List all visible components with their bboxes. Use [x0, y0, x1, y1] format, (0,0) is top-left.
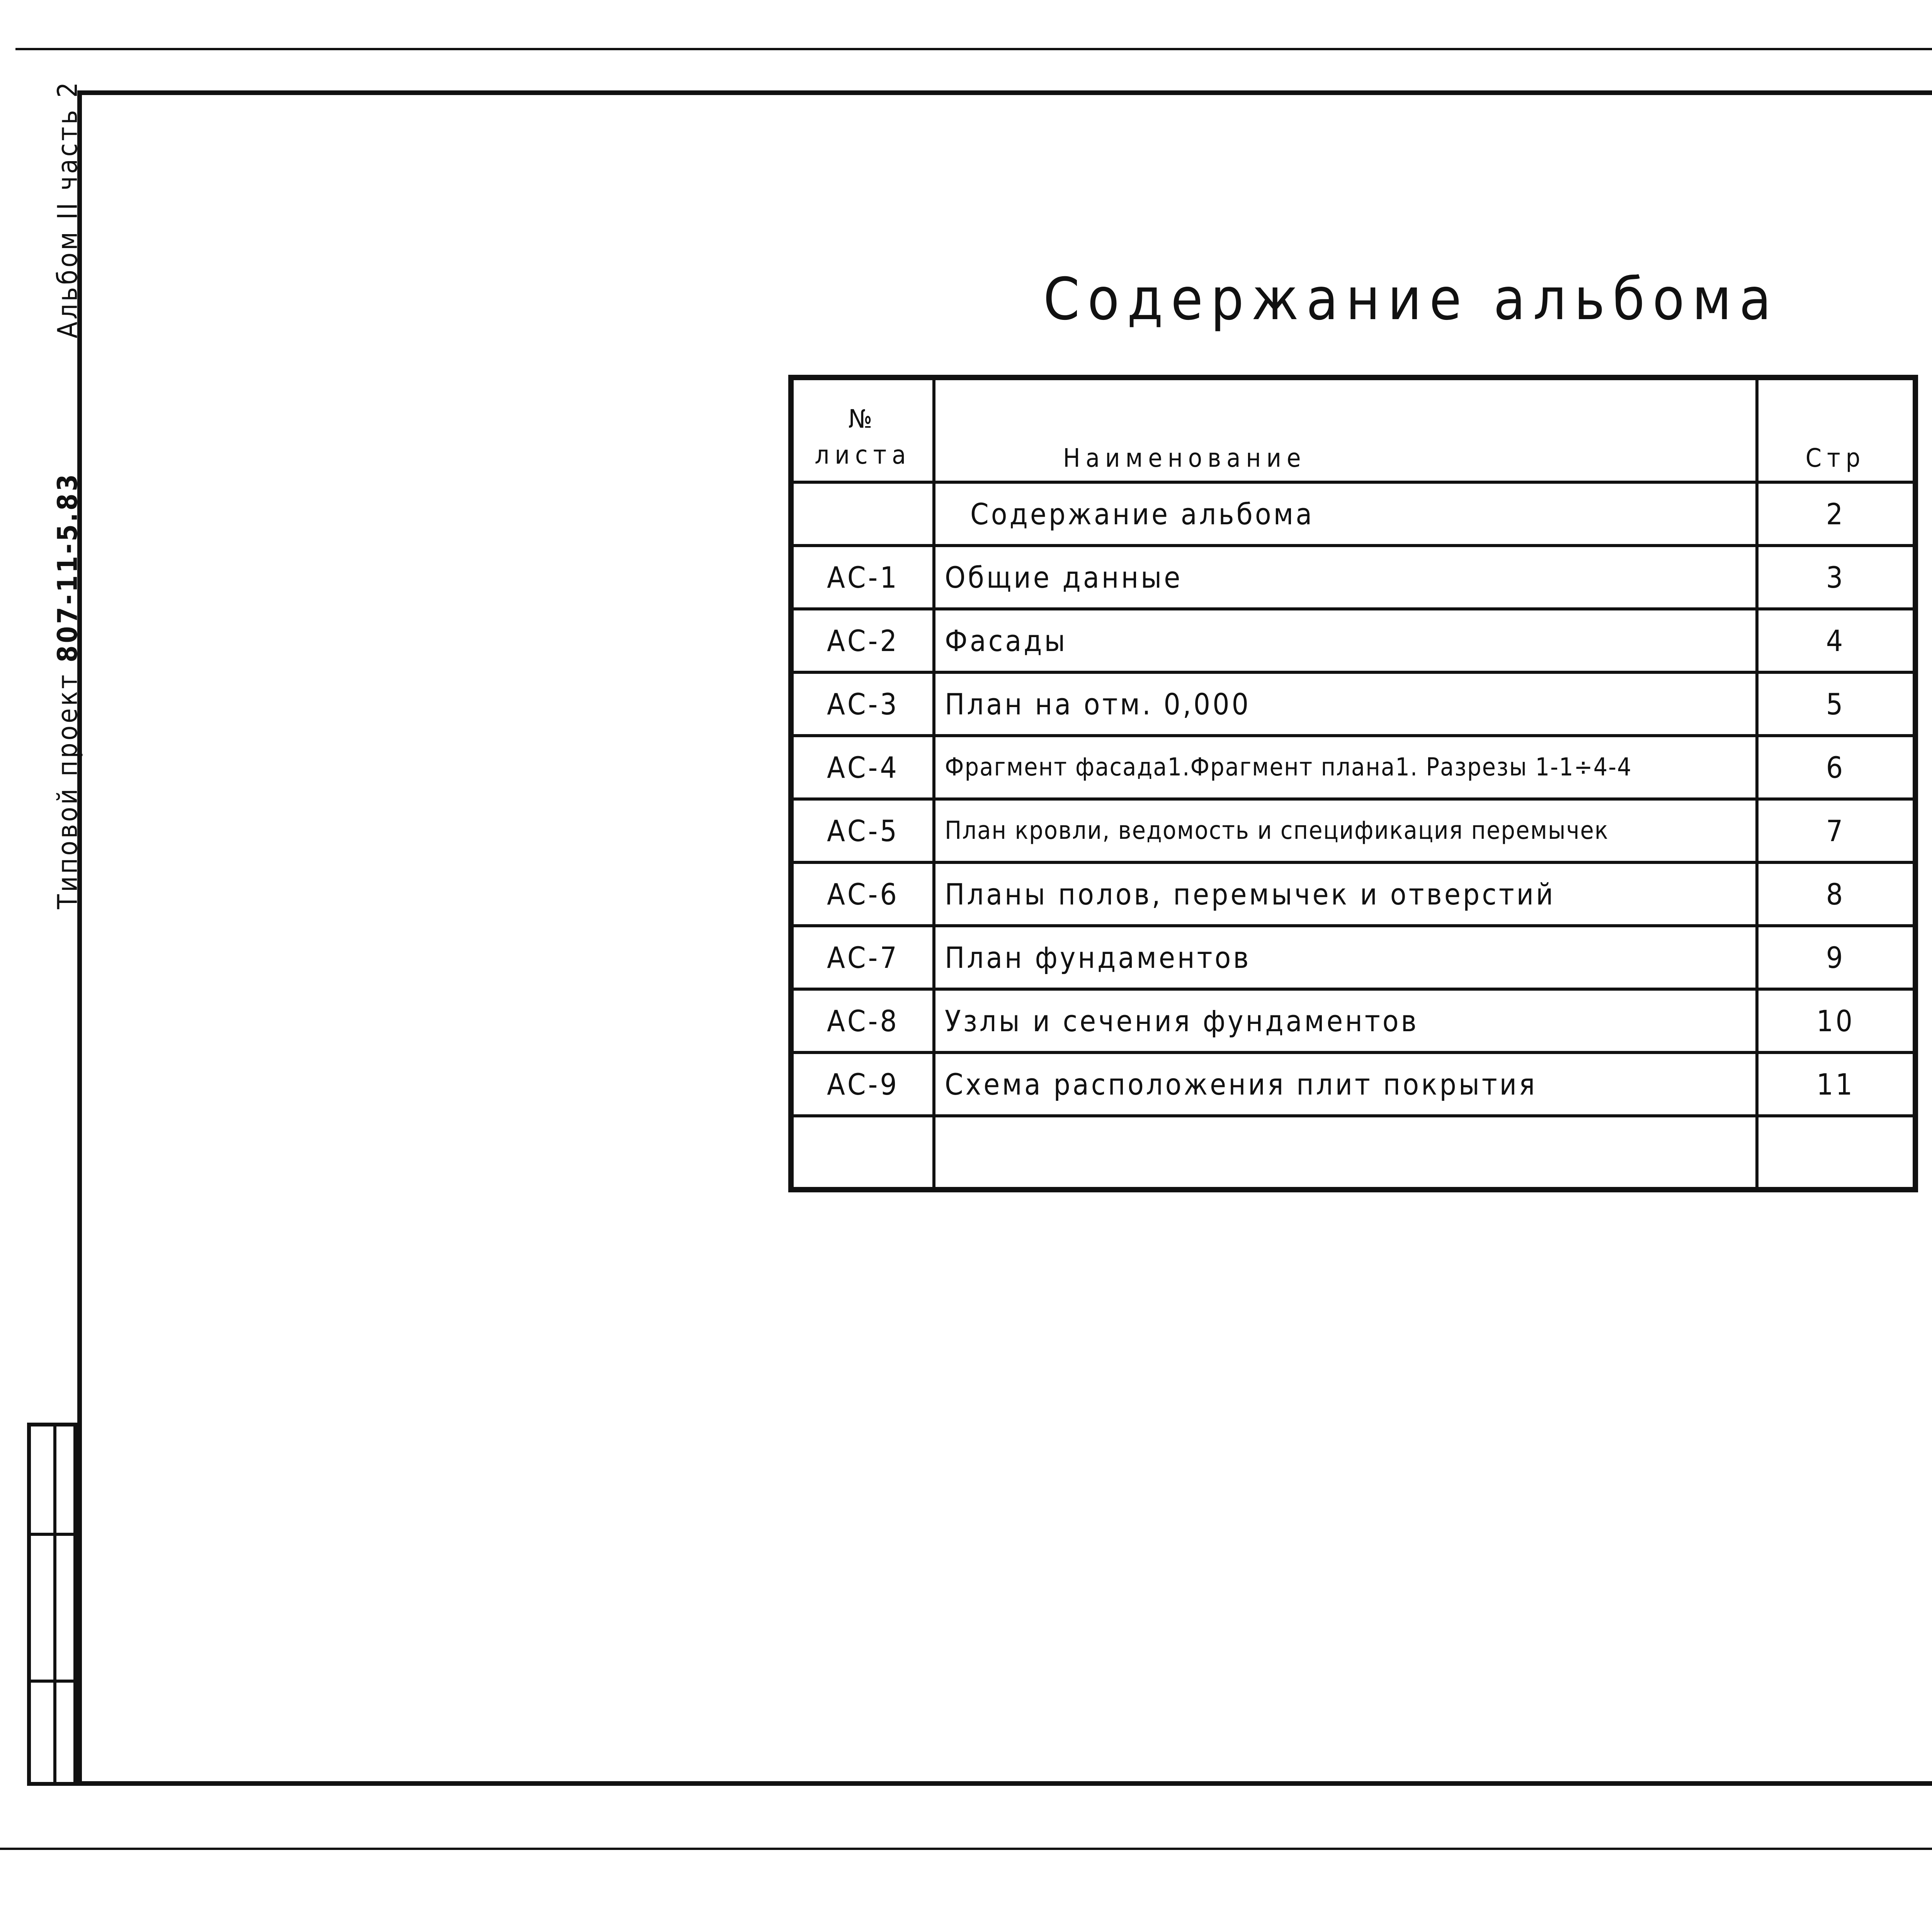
- table-row: [791, 1052, 1915, 1116]
- stamp-divider-1: [31, 1533, 73, 1536]
- table-header-row: [791, 377, 1915, 482]
- row-name: Узлы и сечения фундаментов: [934, 989, 1757, 1052]
- row-name: План кровли, ведомость и спецификация перемычек: [934, 799, 1757, 862]
- row-name: Общие данные: [934, 546, 1757, 609]
- row-sheet: [791, 1116, 934, 1190]
- row-page: 10: [1757, 989, 1915, 1052]
- row-sheet: АС-1: [791, 546, 934, 609]
- row-page: 8: [1757, 862, 1915, 926]
- row-sheet: АС-7: [791, 926, 934, 989]
- bottom-crop-line: [0, 1848, 1932, 1850]
- row-page: 2: [1757, 482, 1915, 546]
- table-row: [791, 989, 1915, 1052]
- project-code: 807-11-5.83: [52, 472, 83, 663]
- row-page: 9: [1757, 926, 1915, 989]
- row-sheet: АС-2: [791, 609, 934, 672]
- top-crop-line: [15, 48, 1932, 50]
- table-row: [791, 1116, 1915, 1190]
- table-row: [791, 799, 1915, 862]
- row-name: Планы полов, перемычек и отверстий: [934, 862, 1757, 926]
- table-row: [791, 862, 1915, 926]
- page-title: Содержание альбома: [1043, 266, 1779, 333]
- table-row: [791, 482, 1915, 546]
- row-page: 5: [1757, 672, 1915, 736]
- row-sheet: АС-4: [791, 736, 934, 799]
- table-row: [791, 926, 1915, 989]
- row-page: 4: [1757, 609, 1915, 672]
- row-sheet: АС-9: [791, 1052, 934, 1116]
- table-row: [791, 672, 1915, 736]
- header-sheet-number-line2: листа: [815, 440, 912, 470]
- row-sheet: [791, 482, 934, 546]
- row-name: План фундаментов: [934, 926, 1757, 989]
- row-page: 6: [1757, 736, 1915, 799]
- row-sheet: АС-3: [791, 672, 934, 736]
- stamp-divider-vertical: [53, 1426, 56, 1782]
- row-name: Содержание альбома: [934, 482, 1757, 546]
- row-sheet: АС-5: [791, 799, 934, 862]
- table-row: [791, 736, 1915, 799]
- header-sheet-number-line1: №: [848, 404, 878, 434]
- header-name: Наименование: [934, 377, 1757, 482]
- stamp-divider-2: [31, 1680, 73, 1683]
- row-name: Фасады: [934, 609, 1757, 672]
- row-page: 3: [1757, 546, 1915, 609]
- table-row: [791, 609, 1915, 672]
- row-name: Схема расположения плит покрытия: [934, 1052, 1757, 1116]
- row-name: [934, 1116, 1757, 1190]
- header-page: Стр: [1757, 377, 1915, 482]
- row-name: План на отм. 0,000: [934, 672, 1757, 736]
- row-page: 7: [1757, 799, 1915, 862]
- row-name: Фрагмент фасада1.Фрагмент плана1. Разрезы 1-1÷4-4: [934, 736, 1757, 799]
- row-sheet: АС-8: [791, 989, 934, 1052]
- row-sheet: АС-6: [791, 862, 934, 926]
- album-label: Альбом II часть 2: [52, 80, 83, 338]
- table-row: [791, 546, 1915, 609]
- header-sheet-number: [791, 377, 934, 482]
- row-page: [1757, 1116, 1915, 1190]
- contents-table: [788, 375, 1918, 1192]
- stamp-box: [27, 1423, 77, 1786]
- side-label: [52, 80, 83, 909]
- project-prefix: Типовой проект: [52, 672, 83, 910]
- row-page: 11: [1757, 1052, 1915, 1116]
